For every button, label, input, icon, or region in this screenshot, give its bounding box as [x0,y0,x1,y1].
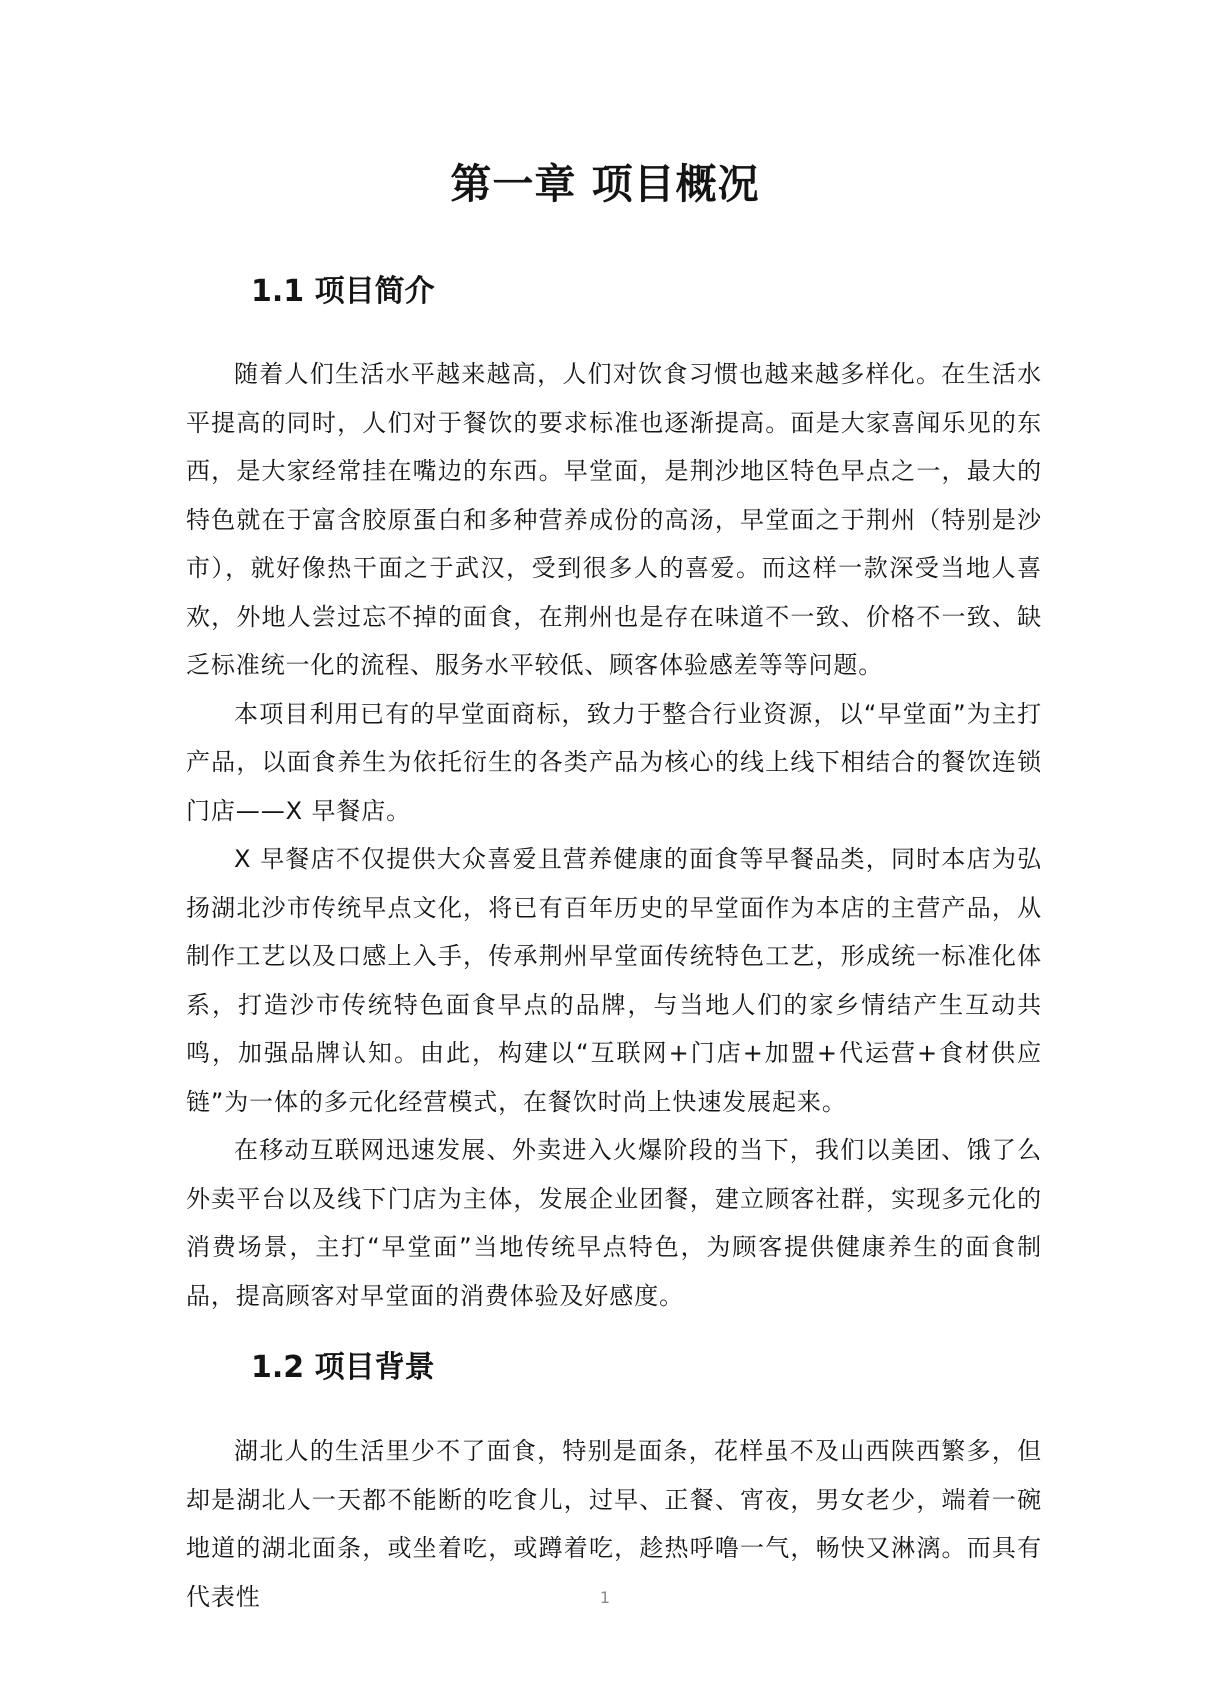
section-heading-1-2: 1.2 项目背景 [251,1350,435,1385]
paragraph: 在移动互联网迅速发展、外卖进入火爆阶段的当下，我们以美团、饿了么外卖平台以及线下门店为主体，发展企业团餐，建立顾客社群，实现多元化的消费场景，主打“早堂面”当地传统早点特色，为顾客提供健康养生的面食制品，提高顾客对早堂面的消费体验及好感度。 [186,1136,1042,1310]
paragraph: 本项目利用已有的早堂面商标，致力于整合行业资源，以“早堂面”为主打产品，以面食养生为依托衍生的各类产品为核心的线上线下相结合的餐饮连锁门店——X 早餐店。 [186,699,1042,825]
section-heading-1-1: 1.1 项目简介 [251,274,435,309]
paragraph: 湖北人的生活里少不了面食，特别是面条，花样虽不及山西陕西繁多，但却是湖北人一天都不能断的吃食儿，过早、正餐、宵夜，男女老少，端着一碗地道的湖北面条，或坐着吃，或蹲着吃，趁热呼噜一气，畅快又淋漓。而具有代表性 [186,1437,1042,1611]
paragraph: 随着人们生活水平越来越高，人们对饮食习惯也越来越多样化。在生活水平提高的同时，人们对于餐饮的要求标准也逐渐提高。面是大家喜闻乐见的东西，是大家经常挂在嘴边的东西。早堂面，是荆沙地区特色早点之一，最大的特色就在于富含胶原蛋白和多种营养成份的高汤，早堂面之于荆州（特别是沙市），就好像热干面之于武汉，受到很多人的喜爱。而这样一款深受当地人喜欢，外地人尝过忘不掉的面食，在荆州也是存在味道不一致、价格不一致、缺乏标准统一化的流程、服务水平较低、顾客体验感差等等问题。 [186,360,1042,679]
chapter-title: 第一章 项目概况 [450,160,760,208]
paragraph: X 早餐店不仅提供大众喜爱且营养健康的面食等早餐品类，同时本店为弘扬湖北沙市传统早点文化，将已有百年历史的早堂面作为本店的主营产品，从制作工艺以及口感上入手，传承荆州早堂面传统特色工艺，形成统一标准化体系，打造沙市传统特色面食早点的品牌，与当地人们的家乡情结产生互动共鸣，加强品牌认知。由此，构建以“互联网+门店+加盟+代运营+食材供应链”为一体的多元化经营模式，在餐饮时尚上快速发展起来。 [186,845,1042,1116]
page-number: 1 [599,1588,611,1607]
section-1-1-body [186,350,1042,1320]
